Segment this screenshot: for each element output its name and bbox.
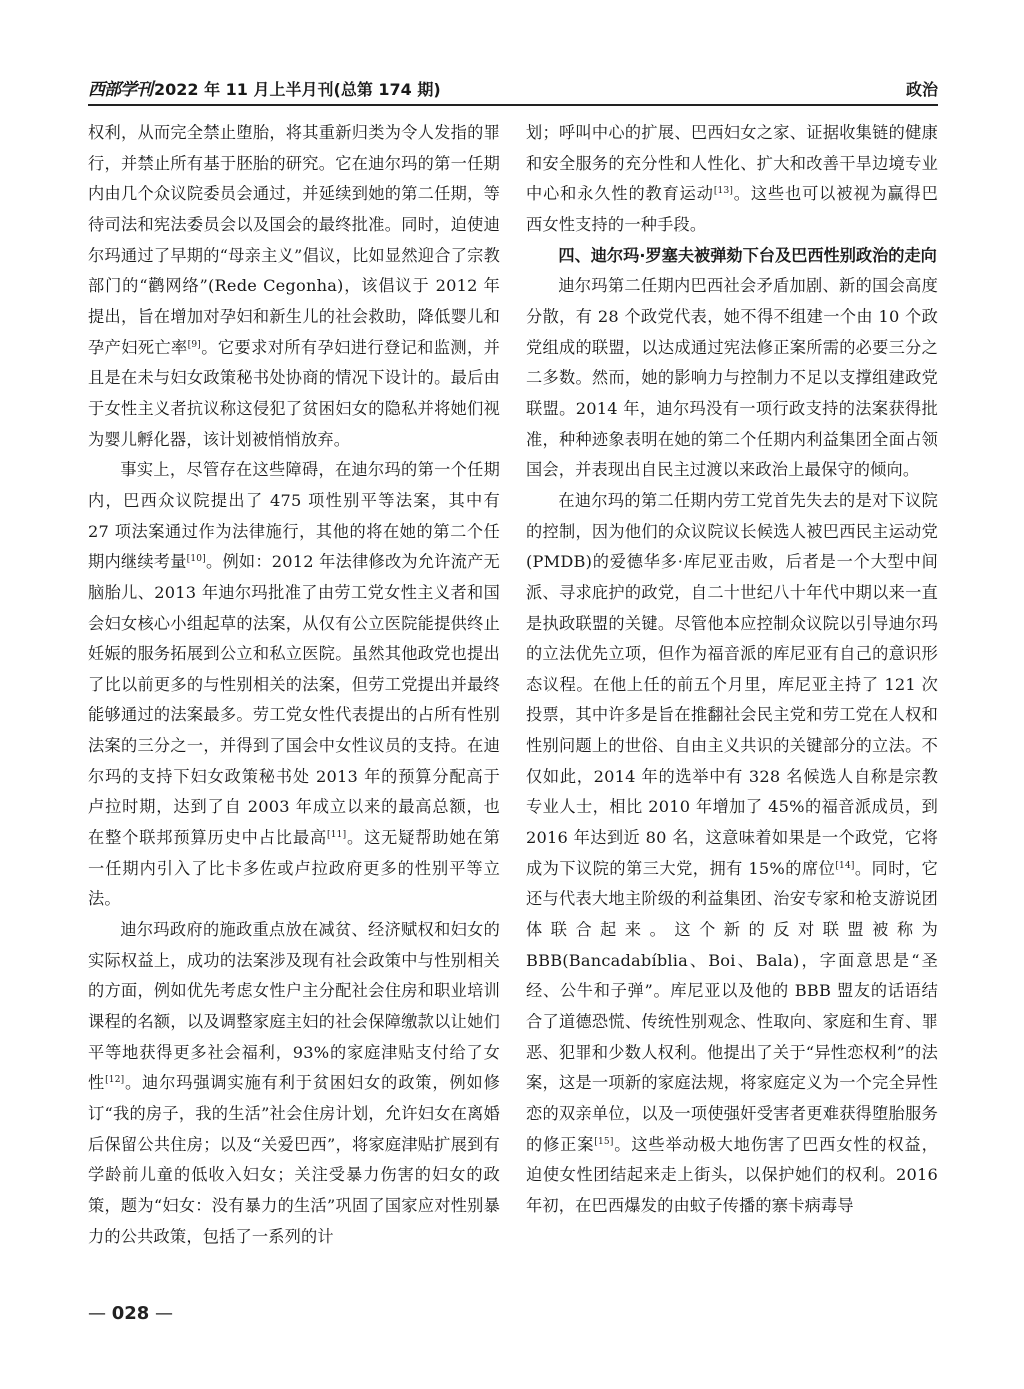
citation: [14]	[835, 860, 855, 871]
header-rule	[88, 104, 938, 106]
page-footer: — 028 —	[88, 1303, 174, 1324]
citation: [11]	[327, 830, 347, 841]
citation: [15]	[594, 1136, 614, 1147]
section-label: 政治	[905, 80, 938, 99]
citation: [9]	[187, 339, 202, 350]
paragraph: 事实上，尽管存在这些障碍，在迪尔玛的第一个任期内，巴西众议院提出了 475 项性别平等法案，其中有 27 项法案通过作为法律施行，其他的将在她的第二个任期内继续考量[10]。例如：2012 年法律修改为允许流产无脑胎儿、2013 年迪尔玛批准了由劳工党女性主义者和国会妇女核心小组起草的法案，从仅有公立医院能提供终止妊娠的服务拓展到公立和私立医院。虽然其他政党也提出了比以前更多的与性别相关的法案，但劳工党提出并最终能够通过的法案最多。劳工党女性代表提出的占所有性别法案的三分之一，并得到了国会中女性议员的支持。在迪尔玛的支持下妇女政策秘书处 2013 年的预算分配高于卢拉时期，达到了自 2003 年成立以来的最高总额，也在整个联邦预算历史中占比最高[11]。这无疑帮助她在第一任期内引入了比卡多佐或卢拉政府更多的性别平等立法。	[88, 460, 500, 909]
journal-logo: 西部学刊	[88, 80, 152, 100]
paragraph: 权利，从而完全禁止堕胎，将其重新归类为令人发指的罪行，并禁止所有基于胚胎的研究。它在迪尔玛的第一任期内由几个众议院委员会通过，并延续到她的第二任期，等待司法和宪法委员会以及国会的最终批准。同时，迫使迪尔玛通过了早期的“母亲主义”倡议，比如显然迎合了宗教部门的“鹳网络”(Rede Cegonha)，该倡议于 2012 年提出，旨在增加对孕妇和新生儿的社会救助，降低婴儿和孕产妇死亡率[9]。它要求对所有孕妇进行登记和监测，并且是在未与妇女政策秘书处协商的情况下设计的。最后由于女性主义者抗议称这侵犯了贫困妇女的隐私并将她们视为婴儿孵化器，该计划被悄悄放弃。	[88, 123, 500, 449]
left-column	[88, 118, 500, 1294]
journal-info	[88, 75, 441, 100]
citation: [12]	[105, 1075, 125, 1086]
page-number: 028	[111, 1303, 150, 1324]
paragraph: 迪尔玛政府的施政重点放在减贫、经济赋权和妇女的实际权益上，成功的法案涉及现有社会政策中与性别相关的方面，例如优先考虑女性户主分配社会住房和职业培训课程的名额，以及调整家庭主妇的社会保障缴款以让她们平等地获得更多社会福利，93%的家庭津贴支付给了女性[12]。迪尔玛强调实施有利于贫困妇女的政策，例如修订“我的房子，我的生活”社会住房计划，允许妇女在离婚后保留公共住房；以及“关爱巴西”，将家庭津贴扩展到有学龄前儿童的低收入妇女；关注受暴力伤害的妇女的政策，题为“妇女：没有暴力的生活”巩固了国家应对性别暴力的公共政策，包括了一系列的计	[88, 920, 500, 1246]
running-header	[88, 74, 938, 100]
citation: [10]	[186, 554, 206, 565]
right-column	[526, 118, 938, 1294]
paragraph: 迪尔玛第二任期内巴西社会矛盾加剧、新的国会高度分散，有 28 个政党代表，她不得不组建一个由 10 个政党组成的联盟，以达成通过宪法修正案所需的必要三分之二多数。然而，她的影响力与控制力不足以支撑组建政党联盟。2014 年，迪尔玛没有一项行政支持的法案获得批准，种种迹象表明在她的第二个任期内利益集团全面占领国会，并表现出自民主过渡以来政治上最保守的倾向。	[526, 276, 938, 480]
paragraph: 在迪尔玛的第二任期内劳工党首先失去的是对下议院的控制，因为他们的众议院议长候选人被巴西民主运动党(PMDB)的爱德华多·库尼亚击败，后者是一个大型中间派、寻求庇护的政党，自二十世纪八十年代中期以来一直是执政联盟的关键。尽管他本应控制众议院以引导迪尔玛的立法优先立项，但作为福音派的库尼亚有自己的意识形态议程。在他上任的前五个月里，库尼亚主持了 121 次投票，其中许多是旨在推翻社会民主党和劳工党在人权和性别问题上的世俗、自由主义共识的关键部分的立法。不仅如此，2014 年的选举中有 328 名候选人自称是宗教专业人士，相比 2010 年增加了 45%的福音派成员，到 2016 年达到近 80 名，这意味着如果是一个政党，它将成为下议院的第三大党，拥有 15%的席位[14]。同时，它还与代表大地主阶级的利益集团、治安专家和枪支游说团体联合起来。这个新的反对联盟被称为 BBB(Bancadabíblia、Boi、Bala)，字面意思是“圣经、公牛和子弹”。库尼亚以及他的 BBB 盟友的话语结合了道德恐慌、传统性别观念、性取向、家庭和生育、罪恶、犯罪和少数人权利。他提出了关于“异性恋权利”的法案，这是一项新的家庭法规，将家庭定义为一个完全异性恋的双亲单位，以及一项使强奸受害者更难获得堕胎服务的修正案[15]。这些举动极大地伤害了巴西女性的权益，迫使女性团结起来走上街头，以保护她们的权利。2016 年初，在巴西爆发的由蚊子传播的寨卡病毒导	[526, 490, 938, 1215]
paragraph: 划；呼叫中心的扩展、巴西妇女之家、证据收集链的健康和安全服务的充分性和人性化、扩大和改善干旱边境专业中心和永久性的教育运动[13]。这些也可以被视为赢得巴西女性支持的一种手段。	[526, 123, 938, 234]
citation: [13]	[713, 186, 734, 197]
issue-label: 2022 年 11 月上半月刊(总第 174 期)	[154, 80, 441, 99]
section-heading: 四、迪尔玛·罗塞夫被弹劾下台及巴西性别政治的走向	[558, 245, 937, 265]
